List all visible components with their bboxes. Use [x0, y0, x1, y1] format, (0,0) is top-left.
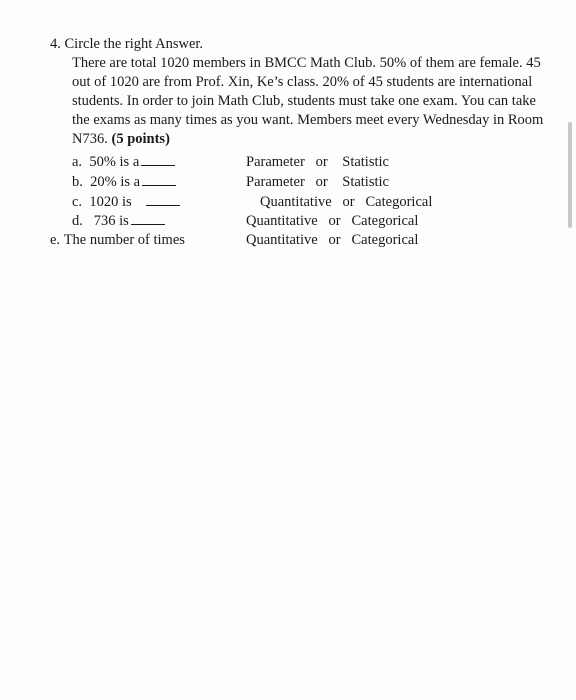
- option-or: or: [328, 213, 341, 229]
- option-parameter[interactable]: Parameter: [246, 174, 305, 190]
- answer-blank[interactable]: [141, 153, 175, 166]
- item-text: 736 is: [93, 213, 129, 229]
- option-quantitative[interactable]: Quantitative: [260, 194, 332, 210]
- answer-blank[interactable]: [146, 193, 180, 206]
- item-text: 50% is a: [89, 154, 140, 170]
- item-c: [72, 193, 180, 212]
- question-body-line: students. In order to join Math Club, students must take one exam. You can take: [72, 93, 536, 109]
- question-body: [72, 54, 552, 149]
- option-or: or: [315, 174, 328, 190]
- question-body-line: out of 1020 are from Prof. Xin, Ke’s class. 20% of 45 students are international: [72, 74, 533, 90]
- item-d: [72, 212, 165, 231]
- option-quantitative[interactable]: Quantitative: [246, 213, 318, 229]
- option-categorical[interactable]: Categorical: [351, 232, 419, 248]
- option-statistic[interactable]: Statistic: [342, 174, 389, 190]
- item-d-options: [246, 212, 418, 231]
- item-a-options: [246, 153, 389, 172]
- option-or: or: [328, 232, 341, 248]
- option-or: or: [315, 154, 328, 170]
- item-label: e.: [50, 232, 61, 248]
- item-label: c.: [72, 194, 83, 210]
- vertical-scrollbar[interactable]: [568, 122, 572, 228]
- option-categorical[interactable]: Categorical: [351, 213, 419, 229]
- answer-blank[interactable]: [142, 173, 176, 186]
- item-c-options: [260, 193, 432, 212]
- option-categorical[interactable]: Categorical: [365, 194, 433, 210]
- item-e-options: [246, 231, 418, 250]
- option-or: or: [342, 194, 355, 210]
- option-quantitative[interactable]: Quantitative: [246, 232, 318, 248]
- item-text: 1020 is: [89, 194, 132, 210]
- question-body-last-text: N736.: [72, 131, 108, 147]
- answer-blank[interactable]: [131, 212, 165, 225]
- item-e: [50, 231, 185, 250]
- question-title: 4. Circle the right Answer.: [50, 36, 204, 52]
- item-label: b.: [72, 174, 83, 190]
- question-body-line: the exams as many times as you want. Members meet every Wednesday in Room: [72, 112, 544, 128]
- item-text: The number of times: [63, 232, 185, 248]
- question-points: (5 points): [111, 131, 170, 147]
- item-text: 20% is a: [90, 174, 141, 190]
- question-body-line: [72, 130, 552, 149]
- option-parameter[interactable]: Parameter: [246, 154, 305, 170]
- item-label: d.: [72, 213, 83, 229]
- item-a: [72, 153, 175, 172]
- option-statistic[interactable]: Statistic: [342, 154, 389, 170]
- question-body-line: There are total 1020 members in BMCC Math Club. 50% of them are female. 45: [72, 55, 541, 71]
- item-b: [72, 173, 176, 192]
- item-label: a.: [72, 154, 83, 170]
- item-b-options: [246, 173, 389, 192]
